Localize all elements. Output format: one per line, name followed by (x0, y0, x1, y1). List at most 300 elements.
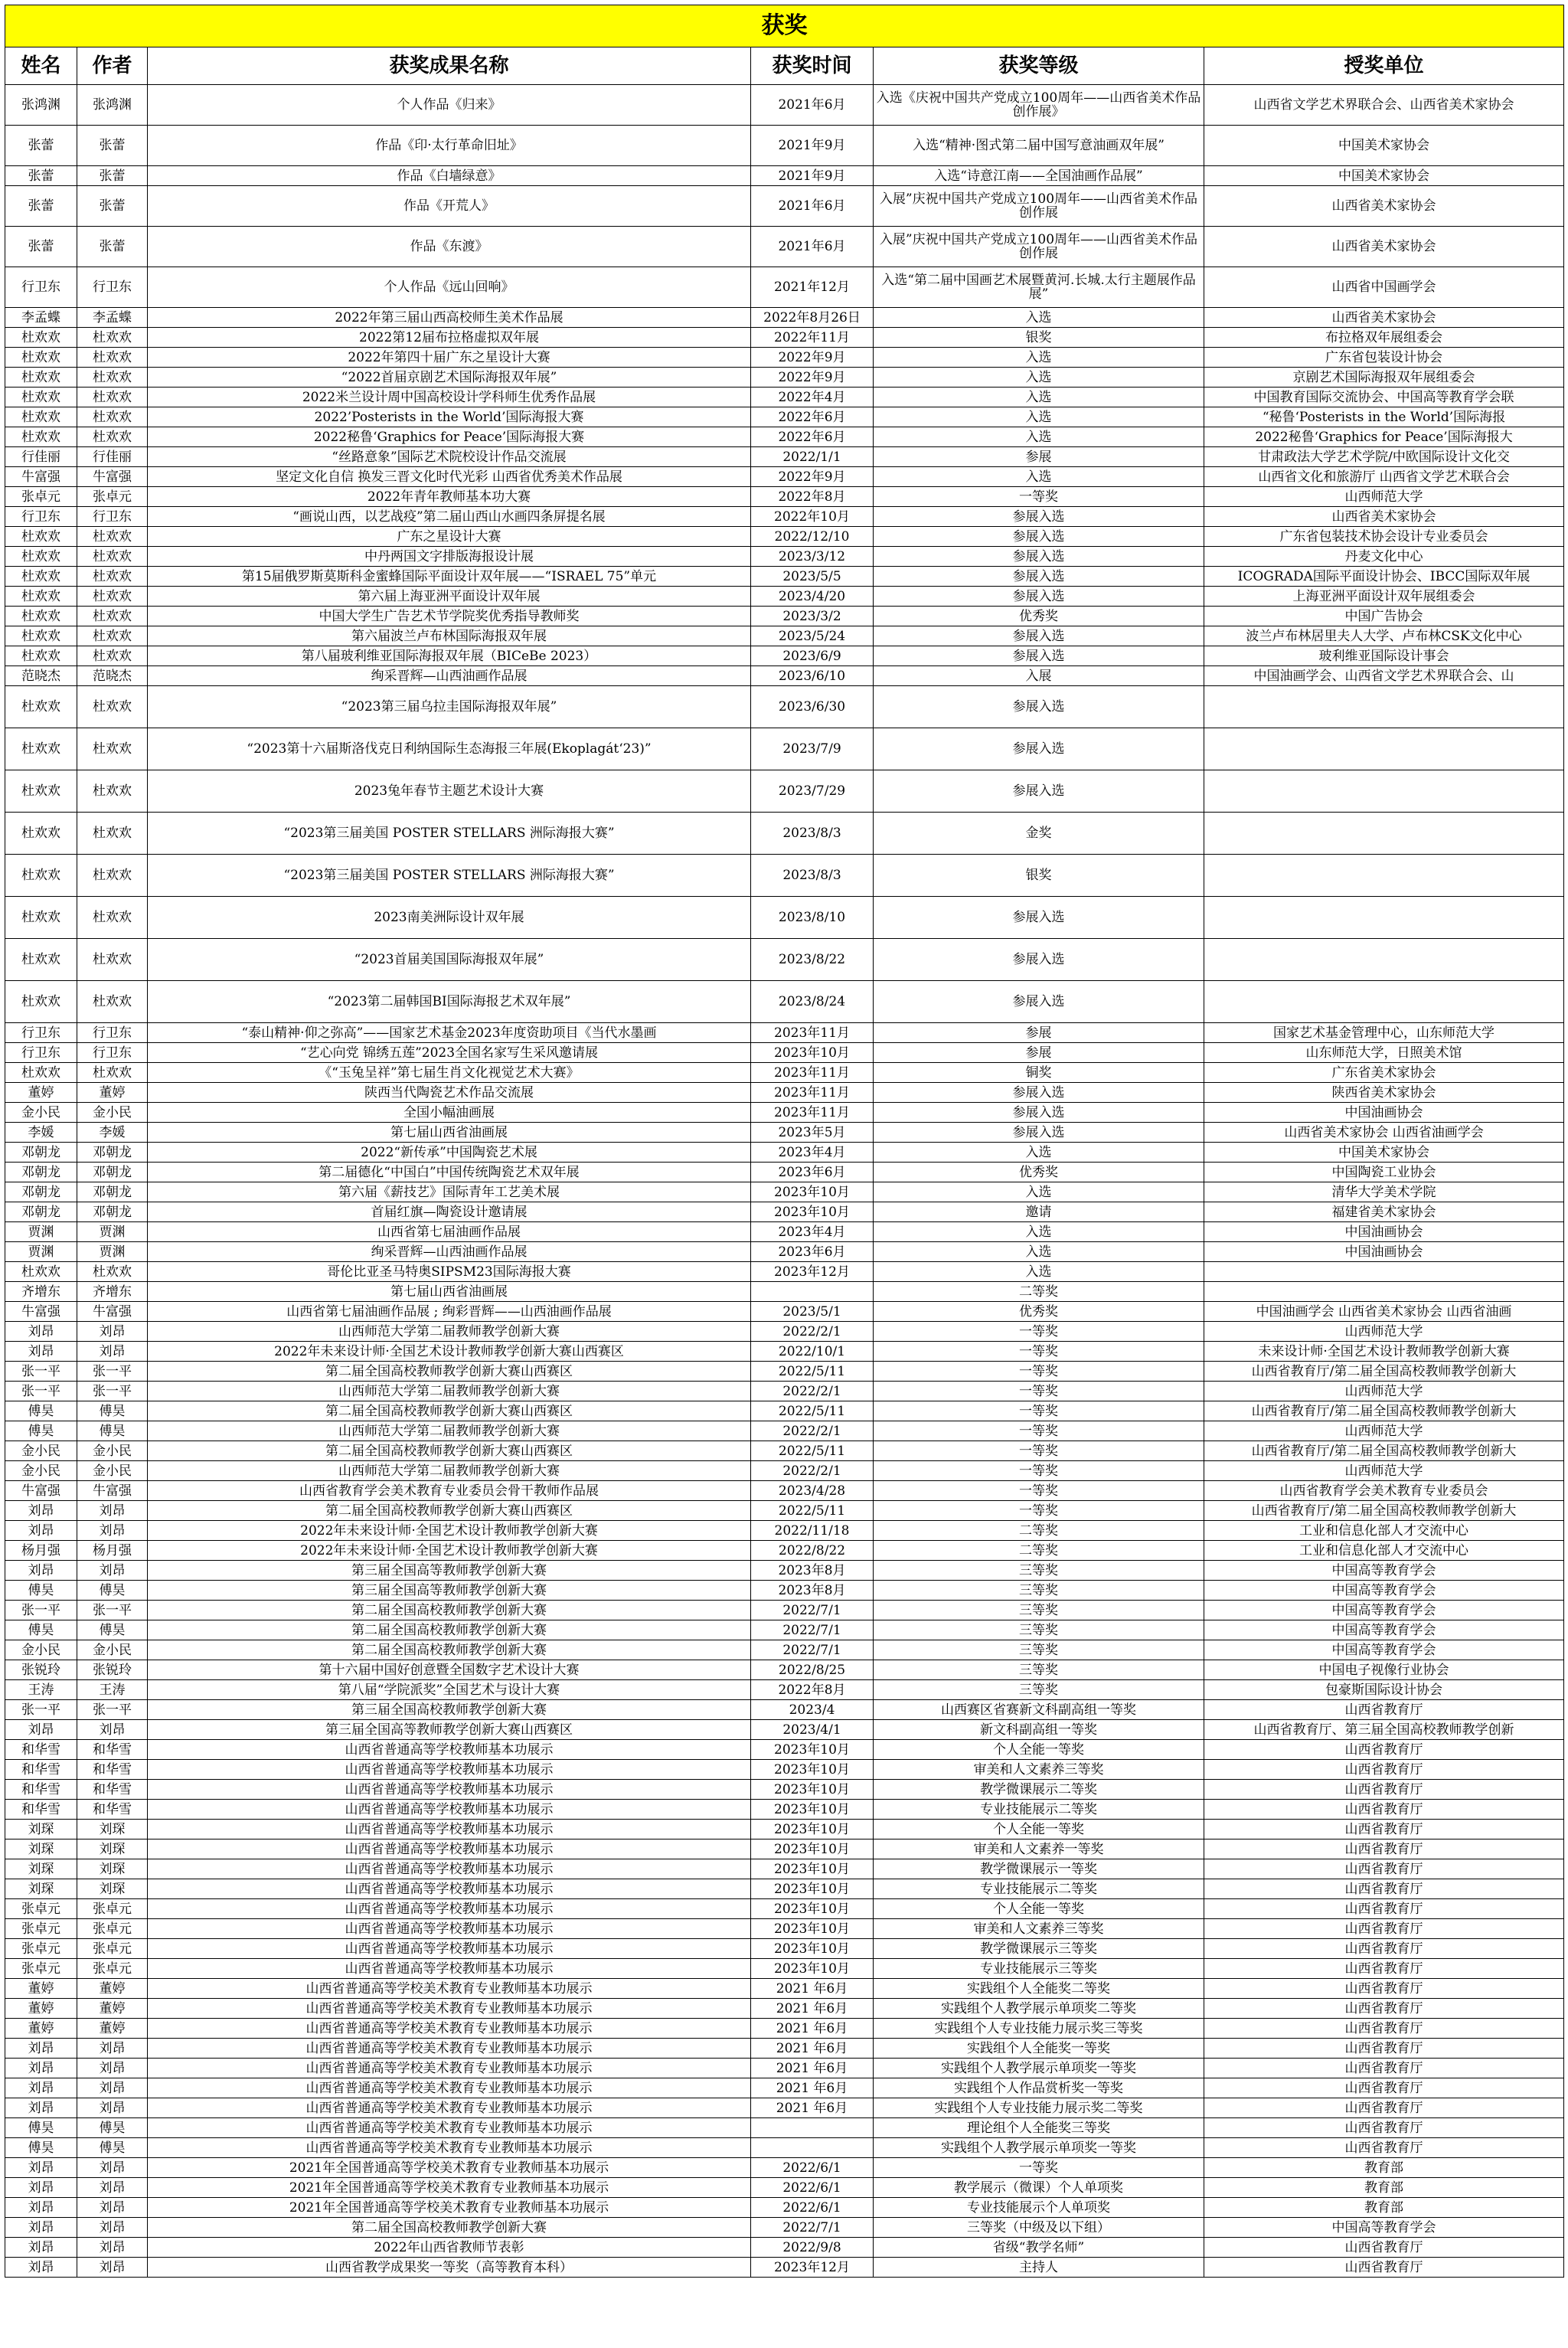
cell-date: 2023/8/10 (751, 897, 874, 939)
cell-level: 三等奖 (874, 1581, 1204, 1601)
cell-work: “泰山精神·仰之弥高”——国家艺术基金2023年度资助项目《当代水墨画 (148, 1023, 751, 1043)
table-row (5, 166, 1564, 186)
cell-name: 杜欢欢 (5, 427, 77, 447)
table-row (5, 1282, 1564, 1302)
cell-author: 金小民 (77, 1441, 148, 1461)
cell-date: 2023/8/22 (751, 939, 874, 981)
table-row (5, 126, 1564, 166)
cell-unit: 山西省教育厅 (1204, 2138, 1564, 2158)
cell-author: 刘昂 (77, 1521, 148, 1541)
table-row (5, 547, 1564, 567)
table-row (5, 666, 1564, 686)
cell-name: 傅昊 (5, 1401, 77, 1421)
cell-unit: 中国美术家协会 (1204, 126, 1564, 166)
sheet-title: 获奖 (5, 5, 1564, 47)
table-row (5, 1999, 1564, 2019)
cell-name: 董婷 (5, 1083, 77, 1103)
cell-unit: 甘肃政法大学艺术学院/中欧国际设计文化交 (1204, 447, 1564, 467)
cell-name: 张一平 (5, 1700, 77, 1720)
cell-work: 第三届全国高等教师教学创新大赛山西赛区 (148, 1720, 751, 1740)
cell-date: 2022年9月 (751, 368, 874, 388)
cell-work: 第六届波兰卢布林国际海报双年展 (148, 626, 751, 646)
cell-name: 牛富强 (5, 467, 77, 487)
cell-date: 2022年4月 (751, 388, 874, 407)
cell-level: 三等奖 (874, 1660, 1204, 1680)
cell-name: 刘昂 (5, 2198, 77, 2218)
cell-name: 邓朝龙 (5, 1202, 77, 1222)
header-work: 获奖成果名称 (148, 47, 751, 85)
cell-unit: 陕西省美术家协会 (1204, 1083, 1564, 1103)
cell-name: 董婷 (5, 1999, 77, 2019)
table-row (5, 1481, 1564, 1501)
cell-name: 李媛 (5, 1123, 77, 1143)
table-row (5, 1322, 1564, 1342)
cell-unit: 山西省美术家协会 (1204, 186, 1564, 227)
cell-author: 杜欢欢 (77, 813, 148, 855)
cell-date: 2021 年6月 (751, 2039, 874, 2059)
cell-work: 山西省第七届油画作品展 ; 绚彩晋辉——山西油画作品展 (148, 1302, 751, 1322)
table-row (5, 1899, 1564, 1919)
table-row (5, 1501, 1564, 1521)
cell-work: 山西师范大学第二届教师教学创新大赛 (148, 1421, 751, 1441)
table-row (5, 1680, 1564, 1700)
cell-date: 2023年8月 (751, 1561, 874, 1581)
cell-unit: 山西省教育厅 (1204, 1800, 1564, 1820)
cell-date: 2022/2/1 (751, 1382, 874, 1401)
cell-unit: 山西省教育厅 (1204, 1859, 1564, 1879)
cell-level: 参展入选 (874, 686, 1204, 728)
cell-name: 杜欢欢 (5, 547, 77, 567)
cell-name: 贾渊 (5, 1242, 77, 1262)
table-row (5, 2098, 1564, 2118)
cell-author: 刘昂 (77, 2178, 148, 2198)
cell-work: “2023首届美国国际海报双年展” (148, 939, 751, 981)
cell-level: 参展入选 (874, 507, 1204, 527)
cell-work: 第十六届中国好创意暨全国数字艺术设计大赛 (148, 1660, 751, 1680)
table-row (5, 686, 1564, 728)
cell-unit: 山西省教育厅 (1204, 1760, 1564, 1780)
cell-work: 第六届《薪技艺》国际青年工艺美术展 (148, 1182, 751, 1202)
table-row (5, 85, 1564, 126)
table-row (5, 1839, 1564, 1859)
cell-unit: 山西省教育厅 (1204, 1820, 1564, 1839)
cell-author: 张卓元 (77, 1959, 148, 1979)
cell-date: 2023年12月 (751, 1262, 874, 1282)
table-row (5, 2138, 1564, 2158)
cell-name: 李孟蝶 (5, 308, 77, 328)
cell-author: 杜欢欢 (77, 728, 148, 770)
cell-date: 2023年10月 (751, 1839, 874, 1859)
table-row (5, 1780, 1564, 1800)
cell-work: 广东之星设计大赛 (148, 527, 751, 547)
cell-name: 杜欢欢 (5, 607, 77, 626)
cell-work: 第二届全国高校教师教学创新大赛 (148, 1640, 751, 1660)
table-row (5, 1760, 1564, 1780)
cell-date: 2022/6/1 (751, 2198, 874, 2218)
table-row (5, 1302, 1564, 1322)
cell-date: 2022/5/11 (751, 1441, 874, 1461)
cell-author: 杜欢欢 (77, 388, 148, 407)
cell-work: “画说山西，以艺战疫”第二届山西山水画四条屏提名展 (148, 507, 751, 527)
cell-name: 金小民 (5, 1640, 77, 1660)
table-row (5, 1939, 1564, 1959)
cell-date: 2022/11/18 (751, 1521, 874, 1541)
cell-level: 实践组个人全能奖二等奖 (874, 1979, 1204, 1999)
cell-unit: 山西省教育厅 (1204, 2019, 1564, 2039)
cell-date: 2021年6月 (751, 227, 874, 267)
cell-author: 刘昂 (77, 2158, 148, 2178)
cell-work: 第八届“学院派奖”全国艺术与设计大赛 (148, 1680, 751, 1700)
cell-date (751, 2138, 874, 2158)
cell-date: 2023年4月 (751, 1143, 874, 1163)
cell-date: 2023年10月 (751, 1899, 874, 1919)
cell-date: 2023年10月 (751, 1820, 874, 1839)
cell-level: 参展入选 (874, 626, 1204, 646)
cell-date: 2023/7/29 (751, 770, 874, 813)
cell-work: 山西省普通高等学校美术教育专业教师基本功展示 (148, 2138, 751, 2158)
cell-unit: 清华大学美术学院 (1204, 1182, 1564, 1202)
cell-author: 张卓元 (77, 1919, 148, 1939)
cell-author: 刘昂 (77, 1720, 148, 1740)
cell-name: 刘琛 (5, 1879, 77, 1899)
cell-level: 入选 (874, 427, 1204, 447)
cell-work: 第二届全国高校教师教学创新大赛 (148, 2218, 751, 2238)
cell-date: 2023/8/3 (751, 813, 874, 855)
table-row (5, 1342, 1564, 1362)
cell-author: 杜欢欢 (77, 897, 148, 939)
cell-unit: 山西师范大学 (1204, 1382, 1564, 1401)
cell-date: 2023年10月 (751, 1859, 874, 1879)
cell-name: 杜欢欢 (5, 646, 77, 666)
cell-work: “2023第二届韩国BI国际海报艺术双年展” (148, 981, 751, 1023)
cell-work: 2022米兰设计周中国高校设计学科师生优秀作品展 (148, 388, 751, 407)
cell-level: 一等奖 (874, 1501, 1204, 1521)
cell-level: 入选“第二届中国画艺术展暨黄河.长城.太行主题展作品展” (874, 267, 1204, 308)
cell-unit: 山西师范大学 (1204, 1421, 1564, 1441)
cell-author: 刘琛 (77, 1859, 148, 1879)
cell-unit: 山西省教育厅 (1204, 2039, 1564, 2059)
cell-level: 三等奖 (874, 1601, 1204, 1620)
cell-name: 和华雪 (5, 1780, 77, 1800)
cell-name: 和华雪 (5, 1800, 77, 1820)
cell-unit: 山西省教育厅 (1204, 2098, 1564, 2118)
cell-author: 杜欢欢 (77, 328, 148, 348)
table-row (5, 388, 1564, 407)
cell-work: 中丹两国文字排版海报设计展 (148, 547, 751, 567)
cell-level: 三等奖 (874, 1640, 1204, 1660)
cell-date: 2023/4/28 (751, 1481, 874, 1501)
cell-author: 和华雪 (77, 1760, 148, 1780)
cell-work: 2022年青年教师基本功大赛 (148, 487, 751, 507)
cell-author: 和华雪 (77, 1800, 148, 1820)
cell-author: 杜欢欢 (77, 646, 148, 666)
cell-name: 刘昂 (5, 2218, 77, 2238)
cell-level: 审美和人文素养三等奖 (874, 1919, 1204, 1939)
table-row (5, 1800, 1564, 1820)
cell-level: 专业技能展示二等奖 (874, 1800, 1204, 1820)
cell-author: 杜欢欢 (77, 626, 148, 646)
cell-date: 2023/5/1 (751, 1302, 874, 1322)
table-row (5, 1202, 1564, 1222)
cell-level: 审美和人文素养三等奖 (874, 1760, 1204, 1780)
table-row (5, 1362, 1564, 1382)
cell-level: 铜奖 (874, 1063, 1204, 1083)
cell-work: 山西省普通高等学校教师基本功展示 (148, 1899, 751, 1919)
cell-author: 金小民 (77, 1640, 148, 1660)
cell-date: 2022/8/22 (751, 1541, 874, 1561)
table-row (5, 2019, 1564, 2039)
cell-date: 2023/8/24 (751, 981, 874, 1023)
cell-work: 第二届全国高校教师教学创新大赛山西赛区 (148, 1501, 751, 1521)
table-row (5, 567, 1564, 587)
cell-unit: 中国美术家协会 (1204, 166, 1564, 186)
cell-unit: 中国高等教育学会 (1204, 1601, 1564, 1620)
cell-name: 刘琛 (5, 1859, 77, 1879)
cell-date: 2023年10月 (751, 1202, 874, 1222)
cell-level: 参展入选 (874, 587, 1204, 607)
cell-author: 牛富强 (77, 467, 148, 487)
cell-level: 入选 (874, 1182, 1204, 1202)
cell-work: 首届红旗—陶瓷设计邀请展 (148, 1202, 751, 1222)
cell-name: 杜欢欢 (5, 368, 77, 388)
cell-unit: 包豪斯国际设计协会 (1204, 1680, 1564, 1700)
cell-author: 杜欢欢 (77, 1063, 148, 1083)
cell-date: 2023/3/12 (751, 547, 874, 567)
cell-date: 2022年8月26日 (751, 308, 874, 328)
cell-name: 杜欢欢 (5, 770, 77, 813)
cell-level: 一等奖 (874, 1401, 1204, 1421)
cell-unit: 山西省教育厅 (1204, 2078, 1564, 2098)
cell-author: 刘昂 (77, 2059, 148, 2078)
cell-name: 刘昂 (5, 1521, 77, 1541)
cell-name: 王涛 (5, 1680, 77, 1700)
cell-unit: 山西省教育厅 (1204, 2059, 1564, 2078)
cell-author: 杜欢欢 (77, 607, 148, 626)
cell-date: 2022年9月 (751, 467, 874, 487)
table-row (5, 407, 1564, 427)
table-row (5, 1103, 1564, 1123)
cell-author: 行卫东 (77, 507, 148, 527)
table-row (5, 2198, 1564, 2218)
cell-work: “2022首届京剧艺术国际海报双年展” (148, 368, 751, 388)
header-unit: 授奖单位 (1204, 47, 1564, 85)
cell-author: 董婷 (77, 1979, 148, 1999)
cell-unit (1204, 897, 1564, 939)
cell-author: 张一平 (77, 1382, 148, 1401)
cell-author: 杜欢欢 (77, 407, 148, 427)
cell-author: 牛富强 (77, 1481, 148, 1501)
cell-name: 刘昂 (5, 1501, 77, 1521)
cell-name: 杜欢欢 (5, 686, 77, 728)
cell-author: 张卓元 (77, 1899, 148, 1919)
cell-work: 2023兔年春节主题艺术设计大赛 (148, 770, 751, 813)
cell-level: 省级“教学名师” (874, 2238, 1204, 2258)
cell-work: 个人作品《归来》 (148, 85, 751, 126)
cell-author: 齐增东 (77, 1282, 148, 1302)
cell-name: 张卓元 (5, 1959, 77, 1979)
cell-date: 2022/7/1 (751, 2218, 874, 2238)
cell-level: 入展 (874, 666, 1204, 686)
cell-unit: 中国油画学会 山西省美术家协会 山西省油画 (1204, 1302, 1564, 1322)
cell-unit (1204, 939, 1564, 981)
cell-date: 2023/7/9 (751, 728, 874, 770)
table-row (5, 527, 1564, 547)
cell-level: 入选 (874, 467, 1204, 487)
cell-name: 刘昂 (5, 1322, 77, 1342)
header-date: 获奖时间 (751, 47, 874, 85)
cell-name: 邓朝龙 (5, 1182, 77, 1202)
table-row (5, 1043, 1564, 1063)
cell-date: 2021年12月 (751, 267, 874, 308)
table-row (5, 1401, 1564, 1421)
cell-work: 山西省普通高等学校教师基本功展示 (148, 1760, 751, 1780)
cell-work: 个人作品《远山回响》 (148, 267, 751, 308)
cell-author: 张一平 (77, 1601, 148, 1620)
cell-date: 2022/5/11 (751, 1501, 874, 1521)
cell-name: 杜欢欢 (5, 407, 77, 427)
cell-level: 三等奖（中级及以下组） (874, 2218, 1204, 2238)
cell-name: 杜欢欢 (5, 626, 77, 646)
cell-level: 入选 (874, 308, 1204, 328)
cell-date: 2023年10月 (751, 1740, 874, 1760)
cell-work: 坚定文化自信 换发三晋文化时代光彩 山西省优秀美术作品展 (148, 467, 751, 487)
cell-name: 张锐玲 (5, 1660, 77, 1680)
cell-work: 山西省普通高等学校教师基本功展示 (148, 1879, 751, 1899)
cell-unit: 国家艺术基金管理中心，山东师范大学 (1204, 1023, 1564, 1043)
cell-work: 第三届全国高等教师教学创新大赛 (148, 1581, 751, 1601)
cell-name: 刘昂 (5, 2059, 77, 2078)
cell-unit: 山西省教育学会美术教育专业委员会 (1204, 1481, 1564, 1501)
cell-unit: 2022秘鲁‘Graphics for Peace’国际海报大 (1204, 427, 1564, 447)
cell-date: 2022/7/1 (751, 1620, 874, 1640)
table-row (5, 1740, 1564, 1760)
cell-work: 第二届全国高校教师教学创新大赛山西赛区 (148, 1362, 751, 1382)
table-row (5, 2078, 1564, 2098)
cell-date: 2022/7/1 (751, 1601, 874, 1620)
cell-author: 刘昂 (77, 1501, 148, 1521)
table-row (5, 1083, 1564, 1103)
cell-date: 2022年8月 (751, 1680, 874, 1700)
cell-author: 行佳丽 (77, 447, 148, 467)
cell-author: 傅昊 (77, 1620, 148, 1640)
cell-level: 一等奖 (874, 1322, 1204, 1342)
cell-date: 2023/8/3 (751, 855, 874, 897)
cell-author: 杜欢欢 (77, 527, 148, 547)
cell-name: 齐增东 (5, 1282, 77, 1302)
cell-author: 董婷 (77, 1083, 148, 1103)
cell-author: 董婷 (77, 1999, 148, 2019)
cell-name: 刘昂 (5, 2158, 77, 2178)
table-row (5, 1700, 1564, 1720)
cell-level: 实践组个人教学展示单项奖一等奖 (874, 2059, 1204, 2078)
cell-date: 2023年6月 (751, 1163, 874, 1182)
cell-name: 刘昂 (5, 1720, 77, 1740)
cell-level: 参展入选 (874, 567, 1204, 587)
cell-unit: 中国高等教育学会 (1204, 1581, 1564, 1601)
cell-unit: 山西省文学艺术界联合会、山西省美术家协会 (1204, 85, 1564, 126)
cell-author: 傅昊 (77, 2138, 148, 2158)
cell-work: 山西省普通高等学校美术教育专业教师基本功展示 (148, 2059, 751, 2078)
cell-author: 张蕾 (77, 126, 148, 166)
table-row (5, 2258, 1564, 2278)
table-row (5, 1820, 1564, 1839)
cell-author: 杜欢欢 (77, 686, 148, 728)
cell-date (751, 1282, 874, 1302)
cell-date: 2021 年6月 (751, 2078, 874, 2098)
table-row (5, 2178, 1564, 2198)
cell-author: 李孟蝶 (77, 308, 148, 328)
cell-unit (1204, 1262, 1564, 1282)
cell-author: 金小民 (77, 1461, 148, 1481)
cell-work: 2022年未来设计师·全国艺术设计教师教学创新大赛 (148, 1541, 751, 1561)
cell-author: 刘昂 (77, 2078, 148, 2098)
cell-author: 杜欢欢 (77, 1262, 148, 1282)
cell-level: 三等奖 (874, 1561, 1204, 1581)
cell-author: 金小民 (77, 1103, 148, 1123)
cell-date: 2022/5/11 (751, 1401, 874, 1421)
cell-unit: 山西省教育厅/第二届全国高校教师教学创新大 (1204, 1501, 1564, 1521)
cell-work: 第二届全国高校教师教学创新大赛山西赛区 (148, 1441, 751, 1461)
cell-date: 2022/2/1 (751, 1461, 874, 1481)
cell-name: 杜欢欢 (5, 939, 77, 981)
header-author: 作者 (77, 47, 148, 85)
table-row (5, 1222, 1564, 1242)
table-row (5, 227, 1564, 267)
cell-work: 作品《印·太行革命旧址》 (148, 126, 751, 166)
cell-author: 张卓元 (77, 1939, 148, 1959)
cell-date: 2021 年6月 (751, 2019, 874, 2039)
table-row (5, 1163, 1564, 1182)
cell-unit: 中国油画协会 (1204, 1222, 1564, 1242)
cell-name: 刘昂 (5, 2178, 77, 2198)
cell-work: 山西省教学成果奖一等奖（高等教育本科） (148, 2258, 751, 2278)
cell-name: 刘昂 (5, 2098, 77, 2118)
cell-name: 牛富强 (5, 1302, 77, 1322)
cell-name: 杜欢欢 (5, 728, 77, 770)
table-row (5, 587, 1564, 607)
cell-level: 入选 (874, 407, 1204, 427)
cell-date: 2022年9月 (751, 348, 874, 368)
cell-name: 行卫东 (5, 507, 77, 527)
cell-name: 范晓杰 (5, 666, 77, 686)
cell-author: 刘昂 (77, 2098, 148, 2118)
cell-unit: 广东省包装技术协会设计专业委员会 (1204, 527, 1564, 547)
cell-work: 2022年未来设计师·全国艺术设计教师教学创新大赛 (148, 1521, 751, 1541)
cell-unit: 中国高等教育学会 (1204, 1640, 1564, 1660)
cell-unit: 中国电子视像行业协会 (1204, 1660, 1564, 1680)
cell-name: 刘昂 (5, 2078, 77, 2098)
cell-work: 哥伦比亚圣马特奥SIPSM23国际海报大赛 (148, 1262, 751, 1282)
cell-unit (1204, 770, 1564, 813)
cell-work: 第二届全国高校教师教学创新大赛山西赛区 (148, 1401, 751, 1421)
cell-level: 金奖 (874, 813, 1204, 855)
table-row (5, 487, 1564, 507)
table-row (5, 2158, 1564, 2178)
cell-unit: 波兰卢布林居里夫人大学、卢布林CSK文化中心 (1204, 626, 1564, 646)
cell-work: 《“玉兔呈祥”第七届生肖文化视觉艺术大赛》 (148, 1063, 751, 1083)
cell-date: 2023/6/9 (751, 646, 874, 666)
cell-name: 杜欢欢 (5, 587, 77, 607)
cell-date: 2022年10月 (751, 507, 874, 527)
cell-level: 个人全能一等奖 (874, 1740, 1204, 1760)
table-row (5, 467, 1564, 487)
cell-unit: 山西省教育厅/第二届全国高校教师教学创新大 (1204, 1441, 1564, 1461)
cell-date: 2023年10月 (751, 1800, 874, 1820)
cell-author: 杜欢欢 (77, 855, 148, 897)
cell-date: 2022/2/1 (751, 1421, 874, 1441)
cell-level: 实践组个人教学展示单项奖二等奖 (874, 1999, 1204, 2019)
cell-work: “2023第三届美国 POSTER STELLARS 洲际海报大赛” (148, 855, 751, 897)
